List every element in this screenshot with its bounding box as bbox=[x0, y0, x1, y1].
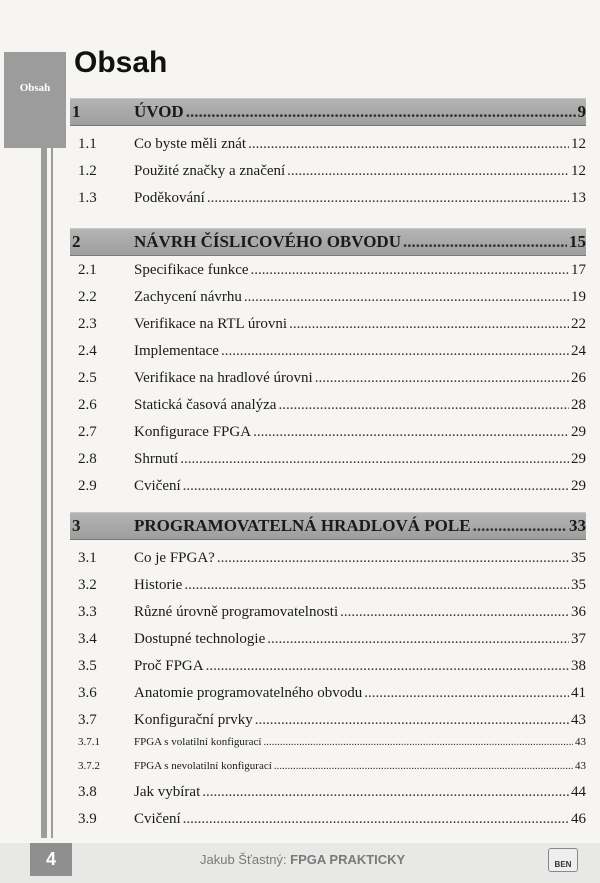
toc-number: 2.2 bbox=[78, 289, 97, 305]
toc-page-number: 43 bbox=[571, 712, 586, 728]
toc-title: Použité značky a značení bbox=[134, 163, 286, 179]
toc-title: Anatomie programovatelného obvodu bbox=[134, 685, 363, 701]
toc-page-number: 35 bbox=[571, 550, 586, 566]
toc-number: 3.3 bbox=[78, 604, 97, 620]
footer-page-number: 4 bbox=[30, 843, 72, 876]
toc-entry-section bbox=[70, 451, 586, 468]
toc-title: Implementace bbox=[134, 343, 219, 359]
toc-number: 3.2 bbox=[78, 577, 97, 593]
toc-entry-section bbox=[70, 424, 586, 441]
toc-leader-dots bbox=[183, 478, 569, 495]
toc-title: Konfigurace FPGA bbox=[134, 424, 252, 440]
toc-leader-dots bbox=[251, 262, 569, 279]
toc-title: FPGA s volatilní konfigurací bbox=[134, 736, 262, 748]
toc-number: 3.6 bbox=[78, 685, 97, 701]
toc-number: 1.2 bbox=[78, 163, 97, 179]
toc-title: FPGA s nevolatilní konfigurací bbox=[134, 760, 272, 772]
toc-title: Různé úrovně programovatelnosti bbox=[134, 604, 339, 620]
toc-leader-dots bbox=[255, 712, 569, 729]
footer-book-credit bbox=[200, 852, 405, 867]
side-rule-thin bbox=[51, 148, 53, 838]
toc-page-number: 38 bbox=[571, 658, 586, 674]
toc-number: 2.5 bbox=[78, 370, 97, 386]
toc-number: 3.7.2 bbox=[78, 760, 100, 772]
toc-leader-dots bbox=[180, 451, 569, 468]
toc-entry-section bbox=[70, 658, 586, 675]
toc-entry-section bbox=[70, 397, 586, 414]
toc-leader-dots bbox=[186, 102, 576, 122]
toc-number: 3.7.1 bbox=[78, 736, 100, 748]
publisher-logo: BEN bbox=[548, 848, 578, 872]
toc-number: 2 bbox=[72, 232, 81, 251]
toc-number: 2.6 bbox=[78, 397, 97, 413]
toc-page-number: 28 bbox=[571, 397, 586, 413]
toc-entry-sub bbox=[70, 736, 586, 748]
toc-entry-section bbox=[70, 685, 586, 702]
toc-number: 1.1 bbox=[78, 136, 97, 152]
toc-leader-dots bbox=[202, 784, 569, 801]
toc-title: Historie bbox=[134, 577, 183, 593]
toc-page-number: 36 bbox=[571, 604, 586, 620]
toc-title: Verifikace na RTL úrovni bbox=[134, 316, 288, 332]
toc-leader-dots bbox=[340, 604, 569, 621]
toc-page-number: 46 bbox=[571, 811, 586, 827]
side-tab-label: Obsah bbox=[19, 82, 51, 94]
toc-leader-dots bbox=[287, 163, 569, 180]
toc-entry-section bbox=[70, 163, 586, 180]
toc-number: 2.4 bbox=[78, 343, 97, 359]
toc-entry-section bbox=[70, 604, 586, 621]
toc-number: 2.3 bbox=[78, 316, 97, 332]
toc-title: PROGRAMOVATELNÁ HRADLOVÁ POLE bbox=[134, 516, 471, 535]
toc-title: Co byste měli znát bbox=[134, 136, 247, 152]
toc-number: 3.5 bbox=[78, 658, 97, 674]
toc-title: Poděkování bbox=[134, 190, 205, 206]
toc-leader-dots bbox=[183, 811, 569, 828]
toc-leader-dots bbox=[184, 577, 569, 594]
toc-entry-section bbox=[70, 262, 586, 279]
toc-entry-section bbox=[70, 289, 586, 306]
toc-page-number: 9 bbox=[577, 102, 586, 121]
toc-leader-dots bbox=[244, 289, 569, 306]
toc-entry-chapter bbox=[70, 228, 586, 256]
toc-entry-section bbox=[70, 343, 586, 360]
toc-title: Jak vybírat bbox=[134, 784, 201, 800]
toc-page-number: 26 bbox=[571, 370, 586, 386]
toc-leader-dots bbox=[263, 736, 573, 748]
toc-title: ÚVOD bbox=[134, 102, 184, 121]
toc-leader-dots bbox=[473, 516, 567, 536]
toc-entry-section bbox=[70, 316, 586, 333]
toc-page-number: 19 bbox=[571, 289, 586, 305]
toc-number: 3.7 bbox=[78, 712, 97, 728]
toc-page-number: 37 bbox=[571, 631, 586, 647]
toc-page-number: 24 bbox=[571, 343, 586, 359]
toc-page-number: 33 bbox=[569, 516, 586, 535]
toc-title: Zachycení návrhu bbox=[134, 289, 242, 305]
toc-leader-dots bbox=[217, 550, 569, 567]
toc-title: Statická časová analýza bbox=[134, 397, 277, 413]
toc-entry-section bbox=[70, 478, 586, 495]
toc-leader-dots bbox=[403, 232, 567, 252]
toc-entry-sub bbox=[70, 760, 586, 772]
toc-title: Co je FPGA? bbox=[134, 550, 215, 566]
toc-entry-section bbox=[70, 577, 586, 594]
toc-entry-chapter bbox=[70, 512, 586, 540]
toc-number: 2.7 bbox=[78, 424, 97, 440]
toc-entry-chapter bbox=[70, 98, 586, 126]
toc-page-number: 29 bbox=[571, 424, 586, 440]
toc-title: NÁVRH ČÍSLICOVÉHO OBVODU bbox=[134, 232, 401, 251]
toc-number: 1.3 bbox=[78, 190, 97, 206]
toc-entry-section bbox=[70, 811, 586, 828]
toc-number: 2.1 bbox=[78, 262, 97, 278]
toc-entry-section bbox=[70, 712, 586, 729]
page-title: Obsah bbox=[74, 46, 168, 79]
toc-title: Dostupné technologie bbox=[134, 631, 266, 647]
toc-page-number: 44 bbox=[571, 784, 586, 800]
toc-page-number: 13 bbox=[571, 190, 586, 206]
footer-book-title: FPGA PRAKTICKY bbox=[290, 852, 406, 867]
toc-number: 3.4 bbox=[78, 631, 97, 647]
toc-number: 1 bbox=[72, 102, 81, 121]
toc-entry-section bbox=[70, 370, 586, 387]
toc-leader-dots bbox=[248, 136, 569, 153]
toc-page-number: 43 bbox=[575, 736, 586, 748]
toc-number: 3.1 bbox=[78, 550, 97, 566]
toc-number: 3.9 bbox=[78, 811, 97, 827]
toc-leader-dots bbox=[267, 631, 569, 648]
side-rule bbox=[41, 148, 47, 838]
toc-page-number: 35 bbox=[571, 577, 586, 593]
toc-page-number: 22 bbox=[571, 316, 586, 332]
toc-number: 3 bbox=[72, 516, 81, 535]
side-tab bbox=[4, 52, 66, 148]
toc-number: 2.8 bbox=[78, 451, 97, 467]
toc-page-number: 17 bbox=[571, 262, 586, 278]
toc-entry-section bbox=[70, 631, 586, 648]
footer-author: Jakub Šťastný: bbox=[200, 852, 291, 867]
toc-entry-section bbox=[70, 550, 586, 567]
toc-title: Specifikace funkce bbox=[134, 262, 249, 278]
toc-leader-dots bbox=[206, 658, 569, 675]
toc-leader-dots bbox=[315, 370, 569, 387]
toc-number: 2.9 bbox=[78, 478, 97, 494]
toc-page-number: 12 bbox=[571, 163, 586, 179]
toc-leader-dots bbox=[364, 685, 569, 702]
toc-leader-dots bbox=[278, 397, 569, 414]
toc-leader-dots bbox=[253, 424, 569, 441]
toc-number: 3.8 bbox=[78, 784, 97, 800]
toc-leader-dots bbox=[221, 343, 569, 360]
toc-entry-section bbox=[70, 784, 586, 801]
toc-entry-section bbox=[70, 136, 586, 153]
toc-title: Cvičení bbox=[134, 811, 181, 827]
toc-page-number: 29 bbox=[571, 478, 586, 494]
toc-page-number: 12 bbox=[571, 136, 586, 152]
toc-page-number: 43 bbox=[575, 760, 586, 772]
toc-title: Verifikace na hradlové úrovni bbox=[134, 370, 313, 386]
toc-title: Cvičení bbox=[134, 478, 181, 494]
toc-leader-dots bbox=[289, 316, 569, 333]
toc-entry-section bbox=[70, 190, 586, 207]
toc-leader-dots bbox=[207, 190, 569, 207]
toc-page-number: 15 bbox=[569, 232, 586, 251]
toc-page-number: 29 bbox=[571, 451, 586, 467]
toc-leader-dots bbox=[274, 760, 573, 772]
toc-title: Shrnutí bbox=[134, 451, 179, 467]
toc-title: Konfigurační prvky bbox=[134, 712, 253, 728]
toc-page-number: 41 bbox=[571, 685, 586, 701]
toc-title: Proč FPGA bbox=[134, 658, 204, 674]
